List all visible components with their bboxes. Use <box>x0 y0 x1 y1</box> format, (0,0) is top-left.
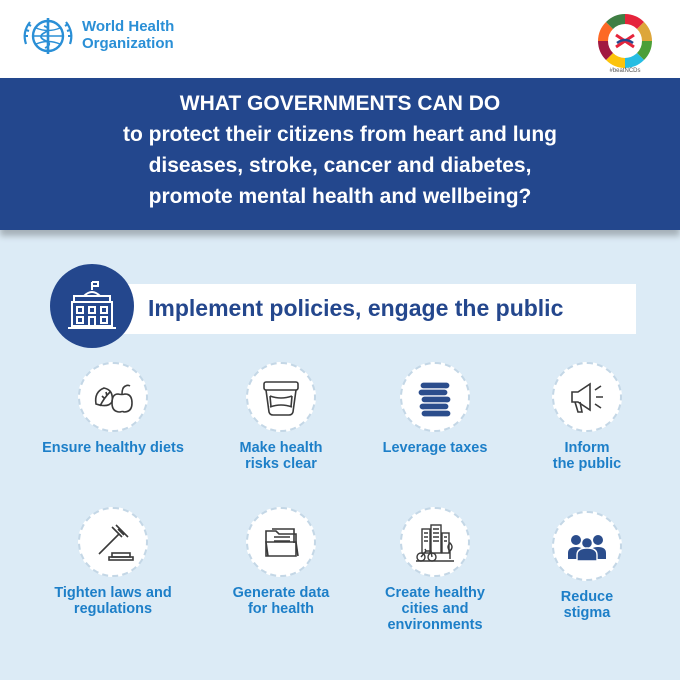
city-bicycle-icon <box>412 519 458 565</box>
policy-item-inform-public <box>507 362 667 472</box>
item-label <box>507 589 667 621</box>
policy-item-laws <box>33 507 193 617</box>
item-label <box>201 440 361 472</box>
beat-ncds-label: #beatNCDs <box>609 68 641 74</box>
item-label-line: the public <box>552 456 622 472</box>
headline-line4: promote mental health and wellbeing? <box>148 185 532 208</box>
policy-item-data <box>201 507 361 617</box>
header-bar <box>0 0 680 78</box>
folder-documents-icon <box>258 519 304 565</box>
sdg-wheel-icon <box>582 12 668 74</box>
headline-line1: WHAT GOVERNMENTS CAN DO <box>179 92 501 115</box>
org-name-line2: Organization <box>82 35 174 52</box>
item-label <box>507 440 667 472</box>
policy-item-taxes <box>355 362 515 456</box>
headline-line3: diseases, stroke, cancer and diabetes, <box>148 154 532 177</box>
gavel-icon <box>90 519 136 565</box>
megaphone-icon <box>564 374 610 420</box>
icon-circle <box>400 362 470 432</box>
org-name <box>82 18 174 52</box>
item-label-line: Generate data <box>232 585 330 601</box>
item-label <box>201 585 361 617</box>
item-label <box>355 585 515 633</box>
item-label <box>33 585 193 617</box>
headline <box>0 88 680 212</box>
item-label-line: Leverage taxes <box>382 440 488 456</box>
government-building-icon <box>64 278 120 334</box>
icon-circle <box>246 362 316 432</box>
item-label-line: cities and <box>401 601 469 617</box>
section-icon-circle <box>50 264 134 348</box>
item-label-line: for health <box>247 601 315 617</box>
who-emblem-icon <box>20 14 76 58</box>
icon-circle <box>552 511 622 581</box>
policy-item-healthy-diets <box>33 362 193 456</box>
labeled-tub-icon <box>258 374 304 420</box>
icon-circle <box>400 507 470 577</box>
section-title: Implement policies, engage the public <box>148 295 564 321</box>
policy-item-stigma <box>507 511 667 621</box>
policy-item-health-risks <box>201 362 361 472</box>
item-label-line: Tighten laws and <box>54 585 172 601</box>
item-label-line: Ensure healthy diets <box>42 440 184 456</box>
vegetables-fruit-icon <box>90 374 136 420</box>
policy-item-healthy-cities <box>355 507 515 633</box>
icon-circle <box>246 507 316 577</box>
item-label-line: Inform <box>564 440 610 456</box>
headline-line2: to protect their citizens from heart and lung <box>122 123 558 146</box>
item-label-line: Create healthy <box>385 585 485 601</box>
people-group-icon <box>564 523 610 569</box>
icon-circle <box>78 362 148 432</box>
headline-banner <box>0 78 680 230</box>
item-label-line: environments <box>387 617 483 633</box>
item-label-line: stigma <box>563 605 611 621</box>
icon-circle <box>552 362 622 432</box>
item-label-line: regulations <box>73 601 153 617</box>
coin-stack-icon <box>412 374 458 420</box>
item-label-line: Make health <box>239 440 323 456</box>
item-label <box>33 440 193 456</box>
item-label-line: risks clear <box>245 456 317 472</box>
item-label-line: Reduce <box>560 589 614 605</box>
icon-circle <box>78 507 148 577</box>
item-label <box>355 440 515 456</box>
org-name-line1: World Health <box>82 18 175 35</box>
